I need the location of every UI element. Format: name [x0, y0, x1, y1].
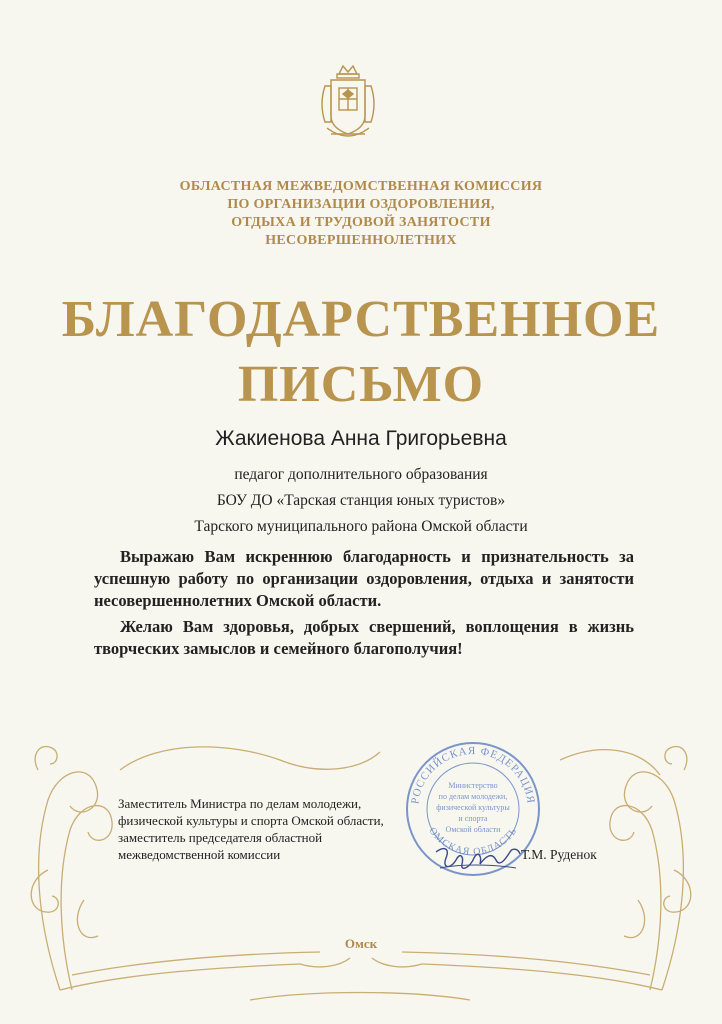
commission-line: ОБЛАСТНАЯ МЕЖВЕДОМСТВЕННАЯ КОМИССИЯ — [179, 179, 543, 194]
signatory-title-line: заместитель председателя областной — [118, 830, 323, 845]
handwritten-signature — [430, 838, 526, 878]
recipient-info — [0, 462, 722, 540]
recipient-position: педагог дополнительного образования — [234, 466, 488, 483]
signatory-title — [118, 795, 438, 863]
letter-body — [94, 546, 634, 660]
stamp-center-line: и спорта — [458, 814, 488, 823]
stamp-center-line: Омской области — [445, 825, 501, 834]
recipient-name: Жакиенова Анна Григорьевна — [215, 427, 507, 450]
body-paragraph-gratitude: Выражаю Вам искреннюю благодарность и признательность за успешную работу по организации оздоровления, отдыха и занятости несовершеннолетних Омской области. — [94, 547, 634, 610]
stamp-center-line: физической культуры — [436, 803, 510, 812]
signatory-title-line: межведомственной комиссии — [118, 847, 281, 862]
stamp-bottom-text: ОМСКАЯ ОБЛАСТЬ — [426, 825, 520, 858]
document-title-line1: БЛАГОДАРСТВЕННОЕ — [61, 291, 661, 348]
document-title-line2: ПИСЬМО — [237, 356, 485, 413]
coat-of-arms-emblem — [317, 64, 379, 146]
city-name: Омск — [344, 936, 378, 951]
stamp-center-line: Министерство — [448, 781, 498, 790]
recipient-region: Тарского муниципального района Омской области — [194, 518, 528, 535]
body-paragraph-wishes: Желаю Вам здоровья, добрых свершений, воплощения в жизнь творческих замыслов и семейного благополучия! — [94, 617, 634, 658]
stamp-ring-text: РОССИЙСКАЯ ФЕДЕРАЦИЯ — [409, 744, 537, 805]
commission-heading — [0, 178, 722, 250]
commission-line: ОТДЫХА И ТРУДОВОЙ ЗАНЯТОСТИ — [231, 215, 491, 230]
commission-line: ПО ОРГАНИЗАЦИИ ОЗДОРОВЛЕНИЯ, — [227, 197, 495, 212]
stamp-center-line: по делам молодежи, — [438, 792, 508, 801]
commission-line: НЕСОВЕРШЕННОЛЕТНИХ — [265, 233, 457, 248]
recipient-organization: БОУ ДО «Тарская станция юных туристов» — [216, 492, 506, 509]
signatory-name: Т.М. Руденок — [521, 847, 597, 862]
signatory-title-line: физической культуры и спорта Омской области, — [118, 813, 384, 828]
signatory-title-line: Заместитель Министра по делам молодежи, — [118, 796, 362, 811]
